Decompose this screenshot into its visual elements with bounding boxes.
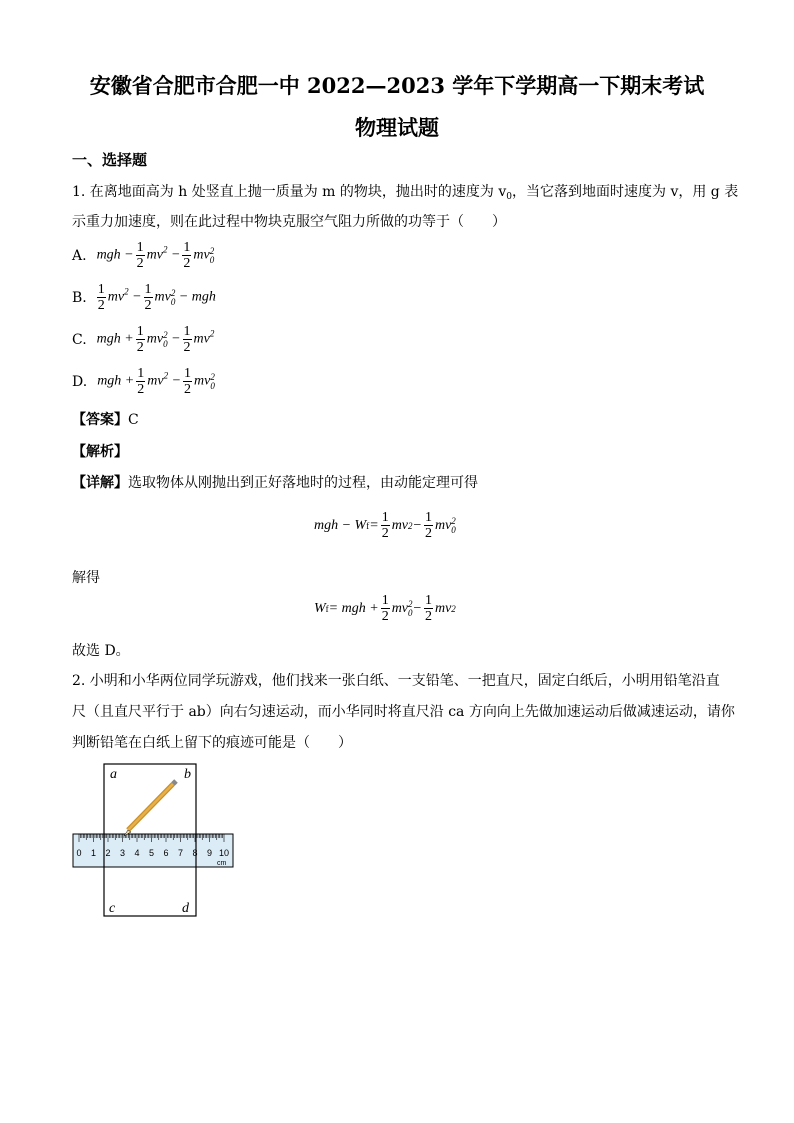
corner-b: b — [184, 767, 191, 782]
ruler-number: 3 — [120, 848, 126, 858]
page-title: 安徽省合肥市合肥一中 2022—2023 学年下学期高一下期末考试 — [89, 73, 705, 98]
q1-stem-line1 — [72, 183, 738, 206]
option-a-expr: mgh − $\frac{1}{2}$ $mv^2$ − $\frac{1}{2}$ mv 2 0 — [96, 240, 215, 271]
q1-option-c[interactable] — [72, 324, 214, 355]
q1-stem-line2: 示重力加速度，则在此过程中物块克服空气阻力所做的功等于（ ） — [72, 214, 506, 230]
q1-option-d[interactable] — [72, 366, 215, 397]
ruler-number: 0 — [76, 848, 82, 858]
ruler-number: 7 — [178, 848, 184, 858]
answer-value: C — [128, 412, 139, 428]
ruler-number: 1 — [91, 848, 97, 858]
q2-stem-line1: 2. 小明和小华两位同学玩游戏，他们找来一张白纸、一支铅笔、一把直尺，固定白纸后，小明用铅笔沿直 — [72, 673, 720, 689]
section-heading: 一、选择题 — [72, 151, 148, 169]
q2-stem-line3: 判断铅笔在白纸上留下的痕迹可能是（ ） — [72, 735, 352, 751]
ruler-number: 8 — [192, 848, 198, 858]
ruler-number: 2 — [105, 848, 111, 858]
q1-option-a[interactable] — [72, 240, 214, 271]
corner-c: c — [109, 901, 116, 916]
ruler-number: 9 — [207, 848, 213, 858]
option-b-expr: $\frac{1}{2}$ $mv^2$ − $\frac{1}{2}$ mv 2 0 − mgh — [97, 282, 216, 313]
q1-stem-line1-tail: ，当它落到地面时速度为 v，用 g 表 — [512, 184, 739, 200]
q1-analysis-label: 【解析】 — [72, 444, 128, 460]
ruler-number: 4 — [134, 848, 140, 858]
q1-equation-2: W f = mgh + $\frac{1}{2}$ mv 2 0 − $\frac{1}{2}$ mv 2 — [314, 593, 456, 624]
q1-solve-label: 解得 — [72, 570, 100, 586]
q1-stem-sub: 0 — [506, 192, 512, 202]
option-d-label: D. — [72, 373, 88, 390]
option-a-label: A. — [72, 247, 87, 264]
q1-conclusion: 故选 D。 — [72, 643, 130, 659]
option-b-label: B. — [72, 289, 87, 306]
q1-option-b[interactable] — [72, 282, 216, 313]
q1-detail — [72, 474, 478, 492]
detail-text: 选取物体从刚抛出到正好落地时的过程，由动能定理可得 — [128, 475, 478, 491]
ruler-number: 6 — [163, 848, 169, 858]
q2-stem-line2: 尺（且直尺平行于 ab）向右匀速运动，而小华同时将直尺沿 ca 方向向上先做加速运动后做减速运动，请你 — [72, 704, 735, 720]
corner-d: d — [182, 901, 189, 916]
option-d-expr: mgh + $\frac{1}{2}$ $mv^2$ − $\frac{1}{2}$ mv 2 0 — [97, 366, 215, 397]
ruler-number: 5 — [149, 848, 155, 858]
page-subtitle: 物理试题 — [355, 115, 439, 140]
ruler-unit: cm — [217, 860, 227, 867]
q1-answer — [72, 411, 139, 429]
detail-label: 【详解】 — [72, 475, 128, 491]
answer-label: 【答案】 — [72, 412, 128, 428]
option-c-label: C. — [72, 331, 87, 348]
q2-figure — [70, 762, 240, 922]
ruler-number: 10 — [219, 848, 230, 858]
corner-a: a — [110, 767, 117, 782]
option-c-expr: mgh + $\frac{1}{2}$ mv 2 0 − $\frac{1}{2}$ $mv^2$ — [96, 324, 215, 355]
q1-stem-line1-text: 1. 在离地面高为 h 处竖直上抛一质量为 m 的物块，抛出时的速度为 v — [72, 184, 507, 200]
q1-equation-1: mgh − W f = $\frac{1}{2}$ mv 2 − $\frac{1}{2}$ mv 2 0 — [314, 510, 456, 541]
